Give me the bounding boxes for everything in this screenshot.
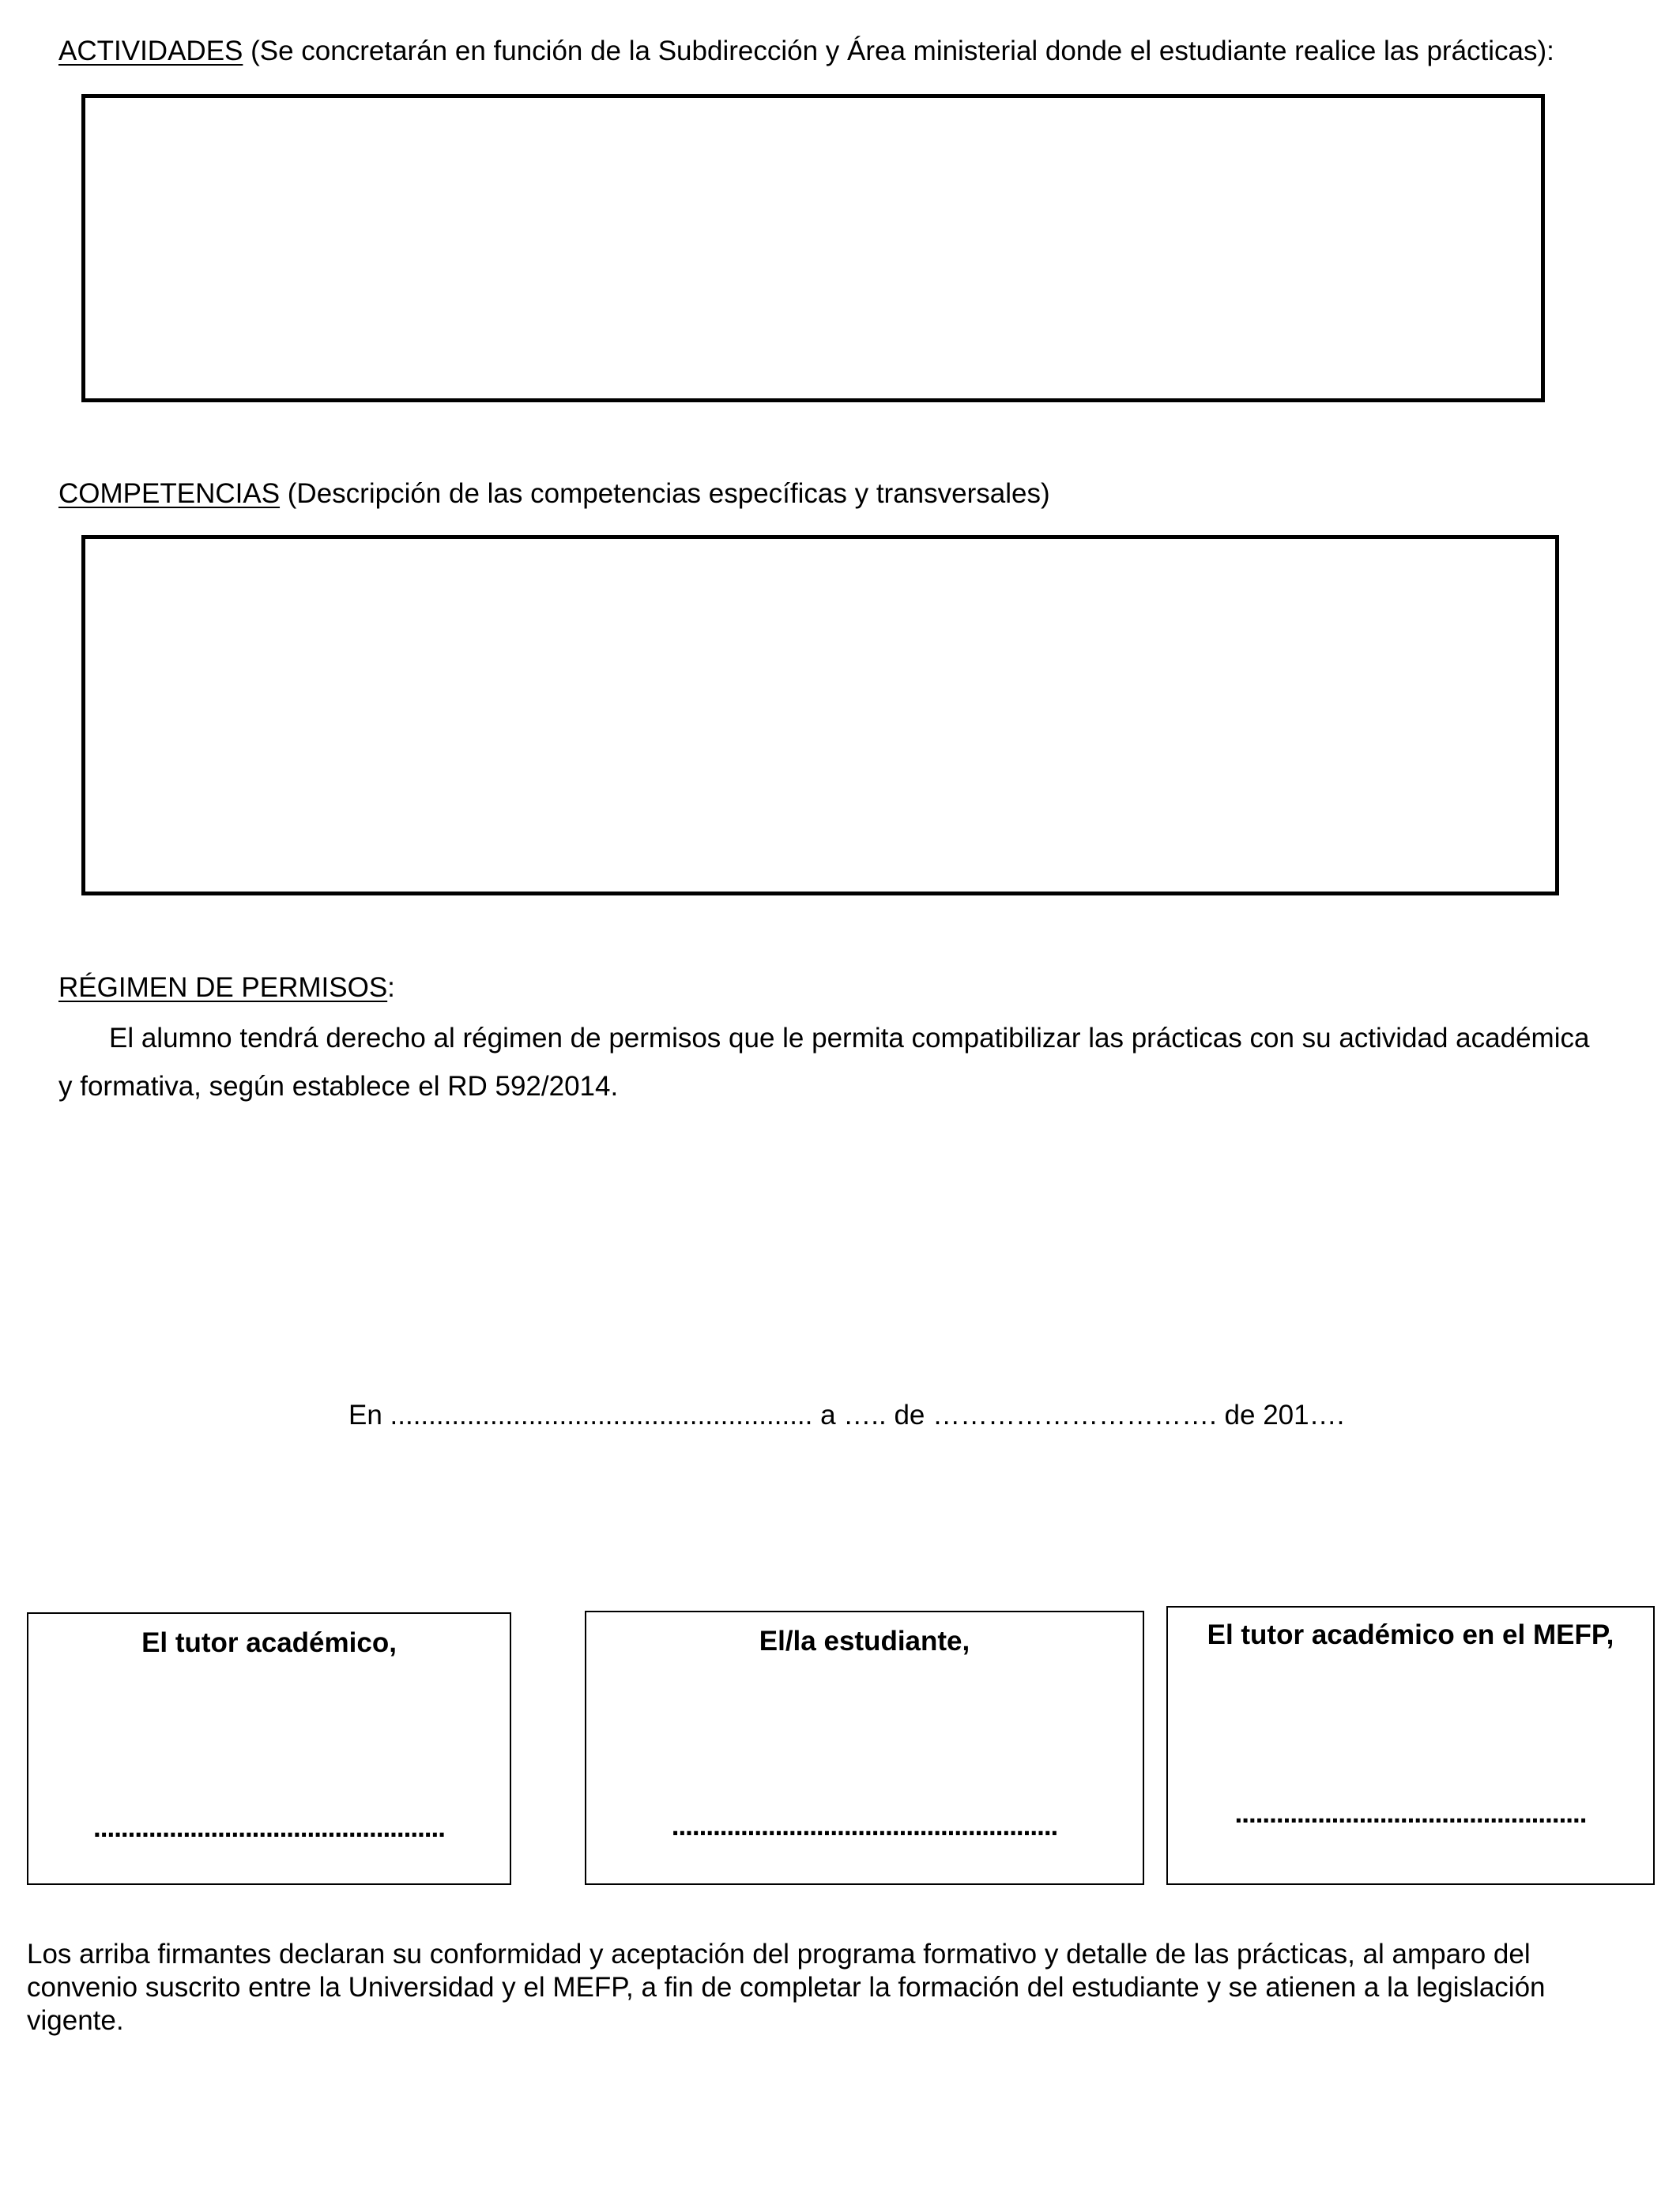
signature-title: El tutor académico, [141, 1627, 397, 1658]
signature-title: El tutor académico en el MEFP, [1207, 1619, 1614, 1650]
regimen-colon: : [387, 972, 395, 1003]
signature-box-student[interactable] [585, 1611, 1144, 1885]
signature-title: El/la estudiante, [759, 1626, 970, 1657]
competencias-heading: COMPETENCIAS [58, 478, 281, 509]
declaration-line-3: vigente. [27, 2005, 124, 2036]
signature-dots: ................................................... [1234, 1798, 1587, 1829]
declaration-line-2: convenio suscrito entre la Universidad y el MEFP, a fin de completar la formación del estudiante y se atienen a la legislación [27, 1972, 1546, 2003]
actividades-label [58, 35, 1554, 68]
declaration-paragraph [27, 1938, 1655, 2038]
actividades-box[interactable] [81, 94, 1545, 402]
regimen-line-2: y formativa, según establece el RD 592/2014. [58, 1071, 619, 1102]
signature-box-mefp-tutor[interactable] [1166, 1606, 1655, 1885]
regimen-label [58, 971, 395, 1005]
signature-dots: ........................................................ [671, 1811, 1058, 1842]
signature-box-academic-tutor[interactable] [27, 1612, 511, 1885]
competencias-box[interactable] [81, 535, 1559, 895]
actividades-note: (Se concretarán en función de la Subdirección y Área ministerial donde el estudiante realice las prácticas): [243, 36, 1554, 66]
signature-dots: ................................................... [93, 1812, 445, 1843]
place-date-line: En ....................................................... a ….. de …………………………. de 201…. [348, 1400, 1345, 1431]
actividades-heading: ACTIVIDADES [58, 36, 243, 66]
competencias-label [58, 477, 1050, 511]
declaration-line-1: Los arriba firmantes declaran su conformidad y aceptación del programa formativo y detalle de las prácticas, al amparo del [27, 1939, 1531, 1970]
regimen-heading: RÉGIMEN DE PERMISOS [58, 972, 388, 1003]
competencias-note: (Descripción de las competencias específicas y transversales) [280, 478, 1050, 509]
regimen-line-1: El alumno tendrá derecho al régimen de permisos que le permita compatibilizar las prácticas con su actividad académica [109, 1023, 1590, 1054]
